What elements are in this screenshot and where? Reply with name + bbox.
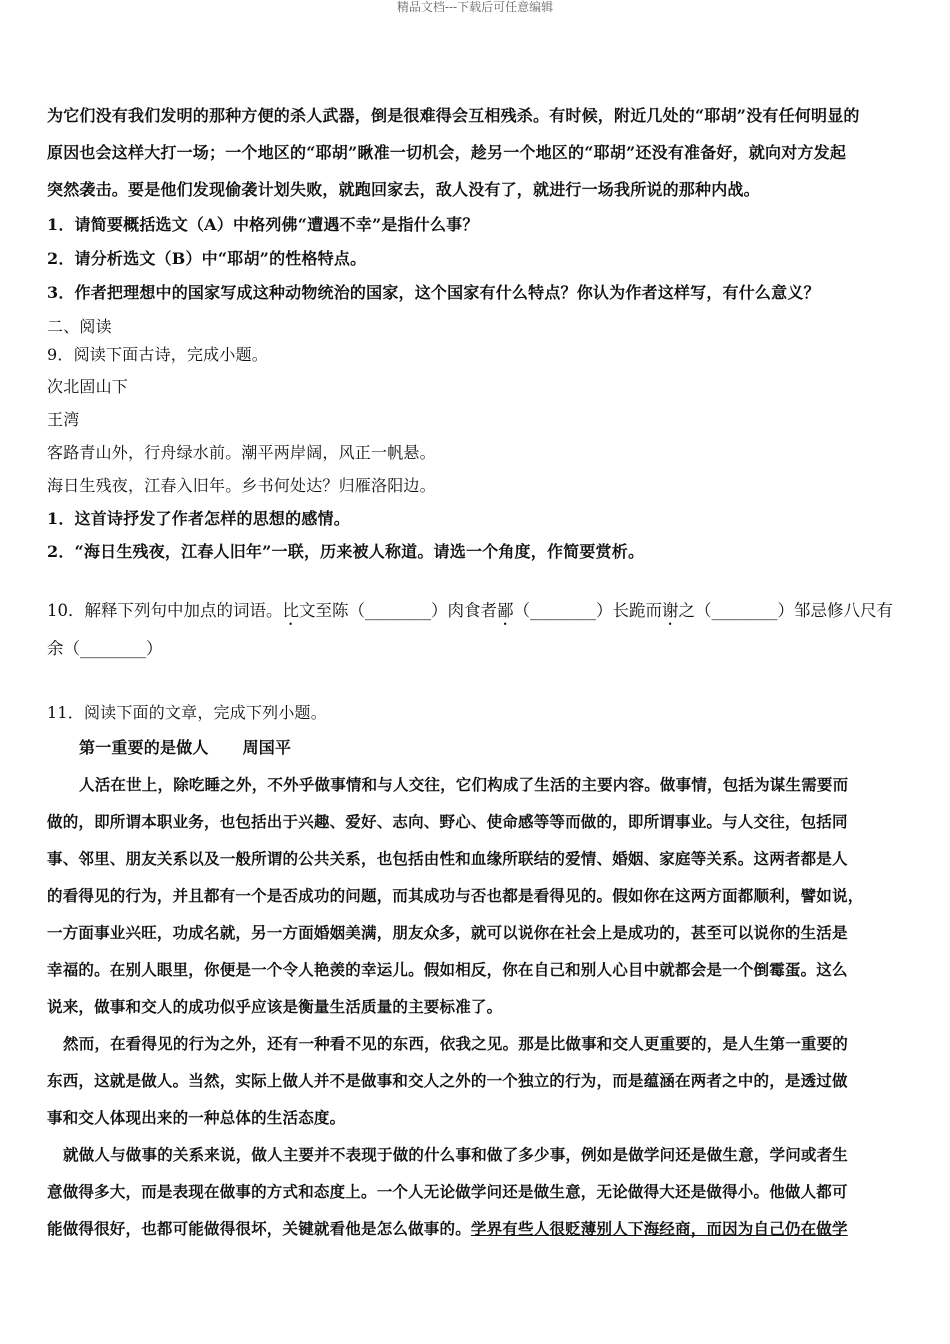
- question-9: [47, 340, 903, 568]
- article-line: 意做得多大，而是表现在做事的方式和态度上。一个人无论做学问还是做生意，无论做得大还是做得小。他做人都可: [47, 1182, 848, 1201]
- article-line: 然而，在看得见的行为之外，还有一种看不见的东西，依我之见。那是比做事和交人更重要的，是人生第一重要的: [63, 1034, 849, 1053]
- article-paragraph: [47, 1136, 903, 1247]
- article-line: 说来，做事和交人的成功似乎应该是衡量生活质量的主要标准了。: [47, 997, 503, 1016]
- poem-line: 客路青山外，行舟绿水前。潮平两岸阔，风正一帆悬。: [47, 443, 436, 462]
- article-line: 的看得见的行为，并且都有一个是否成功的问题，而其成功与否也都是看得见的。假如你在这两方面都顺利，譬如说，: [47, 886, 864, 905]
- article-author: 周国平: [242, 738, 292, 757]
- article-heading: [47, 730, 903, 766]
- article-paragraph: [47, 1025, 903, 1136]
- vocab-item: 肉食者鄙（________）: [447, 601, 613, 620]
- question-8-subquestions: [47, 208, 903, 310]
- underlined-sentence: 学界有些人很贬薄别人下海经商，而因为自己仍在做学: [470, 1219, 848, 1238]
- question-prompt: 11．阅读下面的文章，完成下列小题。: [47, 703, 327, 722]
- sub-question: 2．“海日生残夜，江春人旧年”一联，历来被人称道。请选一个角度，作简要赏析。: [47, 542, 645, 561]
- article-line: 东西，这就是做人。当然，实际上做人并不是做事和交人之外的一个独立的行为，而是蕴涵在两者之中的，是透过做: [47, 1071, 848, 1090]
- article-line: 一方面事业兴旺，功成名就，另一方面婚姻美满，朋友众多，就可以说你在社会上是成功的，甚至可以说你的生活是: [47, 923, 848, 942]
- vocab-item: 比文至陈（________）: [282, 601, 448, 620]
- dotted-word: 鄙: [497, 601, 514, 620]
- vocab-item: 邹忌修八尺有余（________）: [47, 601, 893, 658]
- sub-question: 2．请分析选文（B）中“耶胡”的性格特点。: [47, 249, 367, 268]
- article-line: 幸福的。在别人眼里，你便是一个令人艳羡的幸运儿。假如相反，你在自己和别人心目中就都会是一个倒霉蛋。这么: [47, 960, 848, 979]
- section-heading: 二、阅读: [47, 317, 112, 336]
- page-header: 精品文档---下载后可任意编辑: [396, 0, 554, 14]
- sub-question: 1．请简要概括选文（A）中格列佛“遭遇不幸”是指什么事？: [47, 215, 479, 234]
- article-title: 第一重要的是做人: [79, 738, 209, 757]
- article-line: [47, 1210, 903, 1247]
- dotted-word: 比: [282, 601, 299, 620]
- article-paragraph: [47, 766, 903, 1025]
- article-line: 做的，即所谓本职业务，也包括出于兴趣、爱好、志向、野心、使命感等等而做的，即所谓事业。与人交往，包括同: [47, 812, 848, 831]
- article-line: 人活在世上，除吃睡之外，不外乎做事情和与人交往，它们构成了生活的主要内容。做事情，包括为谋生需要而: [79, 775, 849, 794]
- article-text: 能做得很好，也都可能做得很坏，关键就看他是怎么做事的。: [47, 1219, 471, 1238]
- passage-b: [47, 97, 903, 208]
- poem-title: 次北固山下: [47, 377, 129, 396]
- sub-question: 3．作者把理想中的国家写成这种动物统治的国家，这个国家有什么特点？你认为作者这样写，有什么意义？: [47, 283, 820, 302]
- article-line: 事和交人体现出来的一种总体的生活态度。: [47, 1108, 346, 1127]
- dotted-word: 谢: [662, 601, 679, 620]
- question-10: [47, 592, 903, 668]
- passage-line: 为它们没有我们发明的那种方便的杀人武器，倒是很难得会互相残杀。有时候，附近几处的“耶胡”没有任何明显的: [47, 106, 860, 125]
- question-prompt: 9．阅读下面古诗，完成小题。: [47, 345, 268, 364]
- article-line: 就做人与做事的关系来说，做人主要并不表现于做的什么事和做了多少事，例如是做学问还是做生意，学问或者生: [63, 1145, 849, 1164]
- question-prompt: 10．解释下列句中加点的词语。: [47, 601, 283, 620]
- article-line: 事、邻里、朋友关系以及一般所谓的公共关系，也包括由性和血缘所联结的爱情、婚姻、家庭等关系。这两者都是人: [47, 849, 848, 868]
- vocab-item: 长跪而谢之（________）: [612, 601, 794, 620]
- sub-question: 1．这首诗抒发了作者怎样的思想的感情。: [47, 509, 350, 528]
- poem-line: 海日生残夜，江春入旧年。乡书何处达？归雁洛阳边。: [47, 476, 436, 495]
- question-11: [47, 696, 903, 1247]
- document-body: [47, 97, 903, 1247]
- passage-line: 突然袭击。要是他们发现偷袭计划失败，就跑回家去，敌人没有了，就进行一场我所说的那种内战。: [47, 180, 760, 199]
- poem-author: 王湾: [47, 410, 80, 429]
- passage-line: 原因也会这样大打一场；一个地区的“耶胡”瞅准一切机会，趁另一个地区的“耶胡”还没有准备好，就向对方发起: [47, 143, 847, 162]
